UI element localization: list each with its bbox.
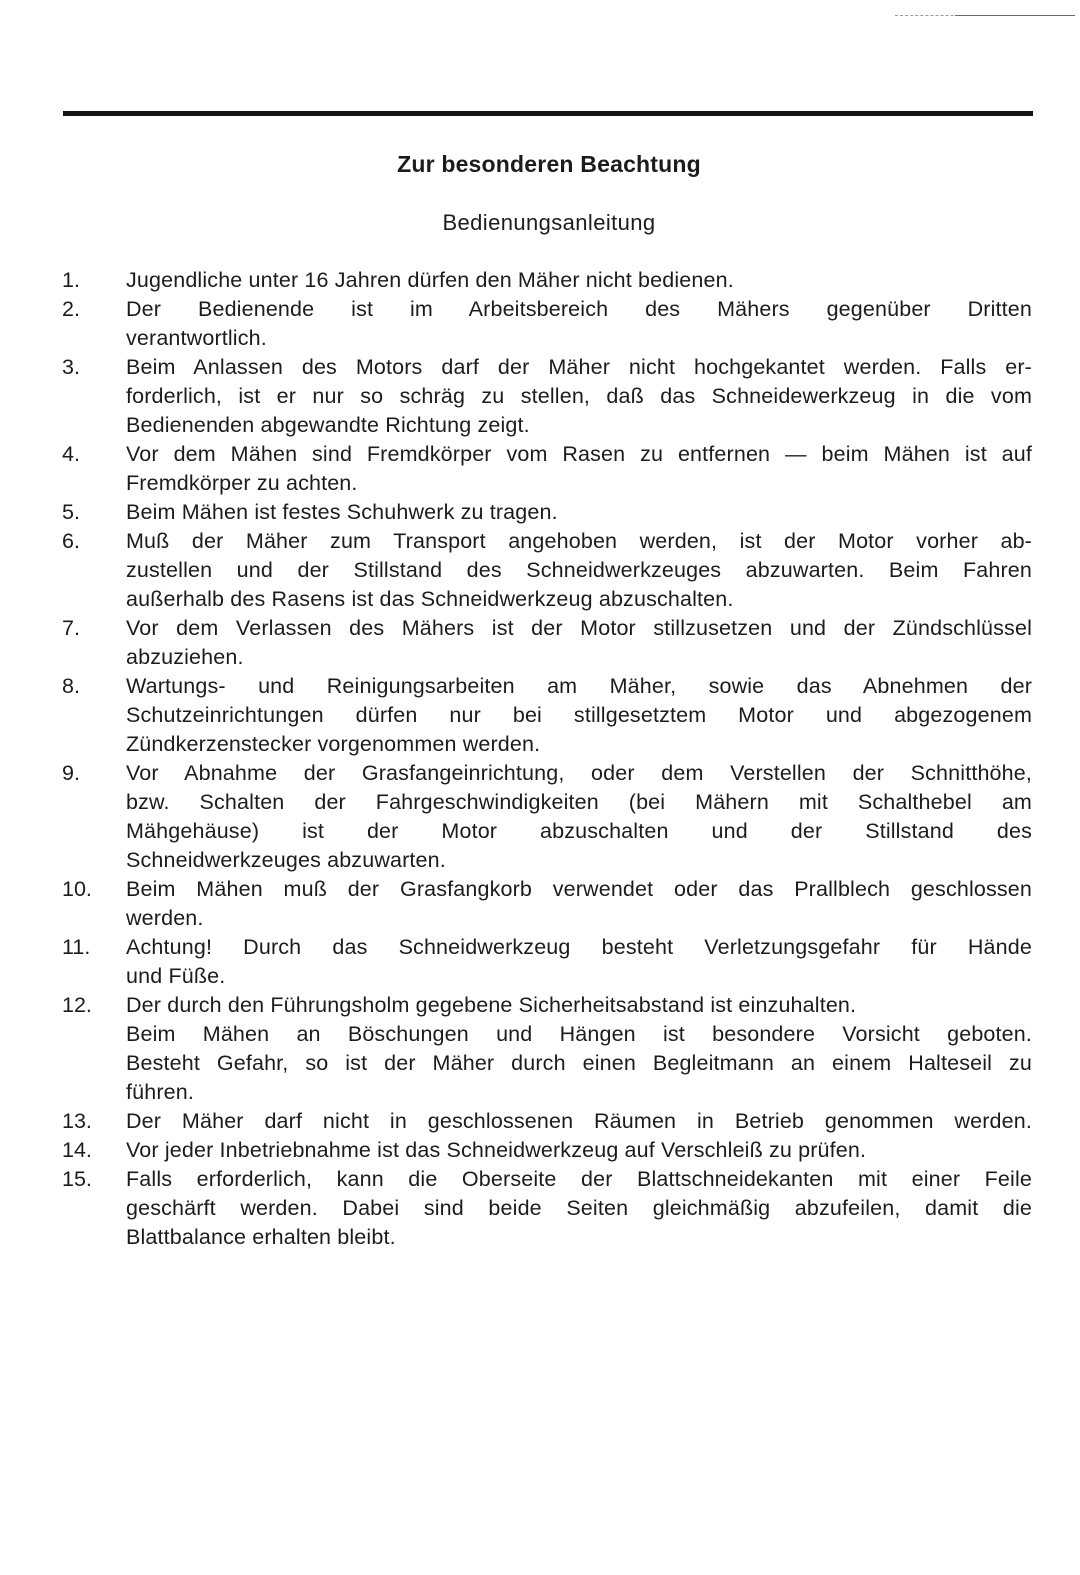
item-text-line: Zündkerzenstecker vorgenommen werden. bbox=[126, 732, 541, 756]
item-number: 11. bbox=[62, 935, 91, 959]
item-text-line: Beim Mähen ist festes Schuhwerk zu tragen. bbox=[126, 500, 558, 524]
list-item bbox=[62, 353, 1032, 440]
item-text-line: außerhalb des Rasens ist das Schneidwerkzeug abzuschalten. bbox=[126, 587, 734, 611]
item-text-line: führen. bbox=[126, 1080, 194, 1104]
item-text-line: Blattbalance erhalten bleibt. bbox=[126, 1225, 396, 1249]
item-text bbox=[126, 614, 1032, 672]
list-item bbox=[62, 933, 1032, 991]
item-text-line: Der Bedienende ist im Arbeitsbereich des Mähers gegenüber Dritten bbox=[126, 297, 1032, 321]
item-text-line: Vor dem Verlassen des Mähers ist der Motor stillzusetzen und der Zündschlüssel bbox=[126, 616, 1032, 640]
item-number: 12. bbox=[62, 993, 92, 1017]
document-subtitle: Bedienungsanleitung bbox=[442, 210, 656, 235]
instruction-list bbox=[62, 266, 1032, 1252]
list-item bbox=[62, 759, 1032, 875]
item-text bbox=[126, 991, 1032, 1107]
item-text-line: zustellen und der Stillstand des Schneidwerkzeuges abzuwarten. Beim Fahren bbox=[126, 558, 1032, 582]
item-number: 6. bbox=[62, 529, 80, 553]
header-rule bbox=[63, 111, 1033, 116]
item-text bbox=[126, 933, 1032, 991]
list-item bbox=[62, 672, 1032, 759]
item-text bbox=[126, 266, 1032, 295]
item-text-line: Beim Mähen an Böschungen und Hängen ist besondere Vorsicht geboten. bbox=[126, 1022, 1032, 1046]
item-text-line: Vor jeder Inbetriebnahme ist das Schneidwerkzeug auf Verschleiß zu prüfen. bbox=[126, 1138, 867, 1162]
item-text bbox=[126, 1165, 1032, 1252]
item-number: 13. bbox=[62, 1109, 92, 1133]
item-number: 10. bbox=[62, 877, 92, 901]
item-text-line: Falls erforderlich, kann die Oberseite der Blattschneidekanten mit einer Feile bbox=[126, 1167, 1032, 1191]
item-text-line: Beim Anlassen des Motors darf der Mäher nicht hochgekantet werden. Falls er- bbox=[126, 355, 1032, 379]
item-text-line: Besteht Gefahr, so ist der Mäher durch einen Begleitmann an einem Halteseil zu bbox=[126, 1051, 1032, 1075]
item-text-line: forderlich, ist er nur so schräg zu stellen, daß das Schneidewerkzeug in die vom bbox=[126, 384, 1032, 408]
item-number: 5. bbox=[62, 500, 80, 524]
item-number: 2. bbox=[62, 297, 80, 321]
item-text-line: Schutzeinrichtungen dürfen nur bei stillgesetztem Motor und abgezogenem bbox=[126, 703, 1032, 727]
item-number: 15. bbox=[62, 1167, 92, 1191]
list-item bbox=[62, 614, 1032, 672]
item-text bbox=[126, 672, 1032, 759]
item-text-line: Schneidwerkzeuges abzuwarten. bbox=[126, 848, 446, 872]
item-number: 3. bbox=[62, 355, 80, 379]
item-text bbox=[126, 1136, 1032, 1165]
item-text-line: Fremdkörper zu achten. bbox=[126, 471, 358, 495]
item-text-line: Der Mäher darf nicht in geschlossenen Räumen in Betrieb genommen werden. bbox=[126, 1109, 1032, 1133]
item-text-line: Der durch den Führungsholm gegebene Sicherheitsabstand ist einzuhalten. bbox=[126, 993, 857, 1017]
item-text-line: Achtung! Durch das Schneidwerkzeug besteht Verletzungsgefahr für Hände bbox=[126, 935, 1032, 959]
item-text bbox=[126, 353, 1032, 440]
item-text-line: Bedienenden abgewandte Richtung zeigt. bbox=[126, 413, 530, 437]
item-text-line: Muß der Mäher zum Transport angehoben werden, ist der Motor vorher ab- bbox=[126, 529, 1032, 553]
item-number: 8. bbox=[62, 674, 80, 698]
item-text-line: abzuziehen. bbox=[126, 645, 244, 669]
item-number: 4. bbox=[62, 442, 80, 466]
item-text-line: werden. bbox=[126, 906, 204, 930]
item-text-line: Vor Abnahme der Grasfangeinrichtung, oder dem Verstellen der Schnitthöhe, bbox=[126, 761, 1032, 785]
list-item bbox=[62, 295, 1032, 353]
item-text-line: Jugendliche unter 16 Jahren dürfen den Mäher nicht bedienen. bbox=[126, 268, 734, 292]
item-text bbox=[126, 498, 1032, 527]
list-item bbox=[62, 266, 1032, 295]
list-item bbox=[62, 1107, 1032, 1136]
item-text bbox=[126, 527, 1032, 614]
item-text bbox=[126, 440, 1032, 498]
item-text-line: bzw. Schalten der Fahrgeschwindigkeiten (bei Mähern mit Schalthebel am bbox=[126, 790, 1032, 814]
item-text bbox=[126, 1107, 1032, 1136]
list-item bbox=[62, 527, 1032, 614]
item-text-line: Wartungs- und Reinigungsarbeiten am Mäher, sowie das Abnehmen der bbox=[126, 674, 1032, 698]
item-text-line: Vor dem Mähen sind Fremdkörper vom Rasen zu entfernen — beim Mähen ist auf bbox=[126, 442, 1032, 466]
corner-scan-line bbox=[955, 15, 1075, 16]
item-text bbox=[126, 295, 1032, 353]
item-text-line: Mähgehäuse) ist der Motor abzuschalten und der Stillstand des bbox=[126, 819, 1032, 843]
item-number: 9. bbox=[62, 761, 80, 785]
list-item bbox=[62, 1165, 1032, 1252]
list-item bbox=[62, 875, 1032, 933]
list-item bbox=[62, 1136, 1032, 1165]
item-text-line: geschärft werden. Dabei sind beide Seiten gleichmäßig abzufeilen, damit die bbox=[126, 1196, 1032, 1220]
item-text-line: und Füße. bbox=[126, 964, 226, 988]
item-text-line: verantwortlich. bbox=[126, 326, 267, 350]
list-item bbox=[62, 498, 1032, 527]
list-item bbox=[62, 440, 1032, 498]
item-text bbox=[126, 759, 1032, 875]
list-item bbox=[62, 991, 1032, 1107]
item-text-line: Beim Mähen muß der Grasfangkorb verwendet oder das Prallblech geschlossen bbox=[126, 877, 1032, 901]
item-number: 14. bbox=[62, 1138, 92, 1162]
document-title: Zur besonderen Beachtung bbox=[397, 151, 701, 177]
item-number: 7. bbox=[62, 616, 80, 640]
item-number: 1. bbox=[62, 268, 80, 292]
item-text bbox=[126, 875, 1032, 933]
